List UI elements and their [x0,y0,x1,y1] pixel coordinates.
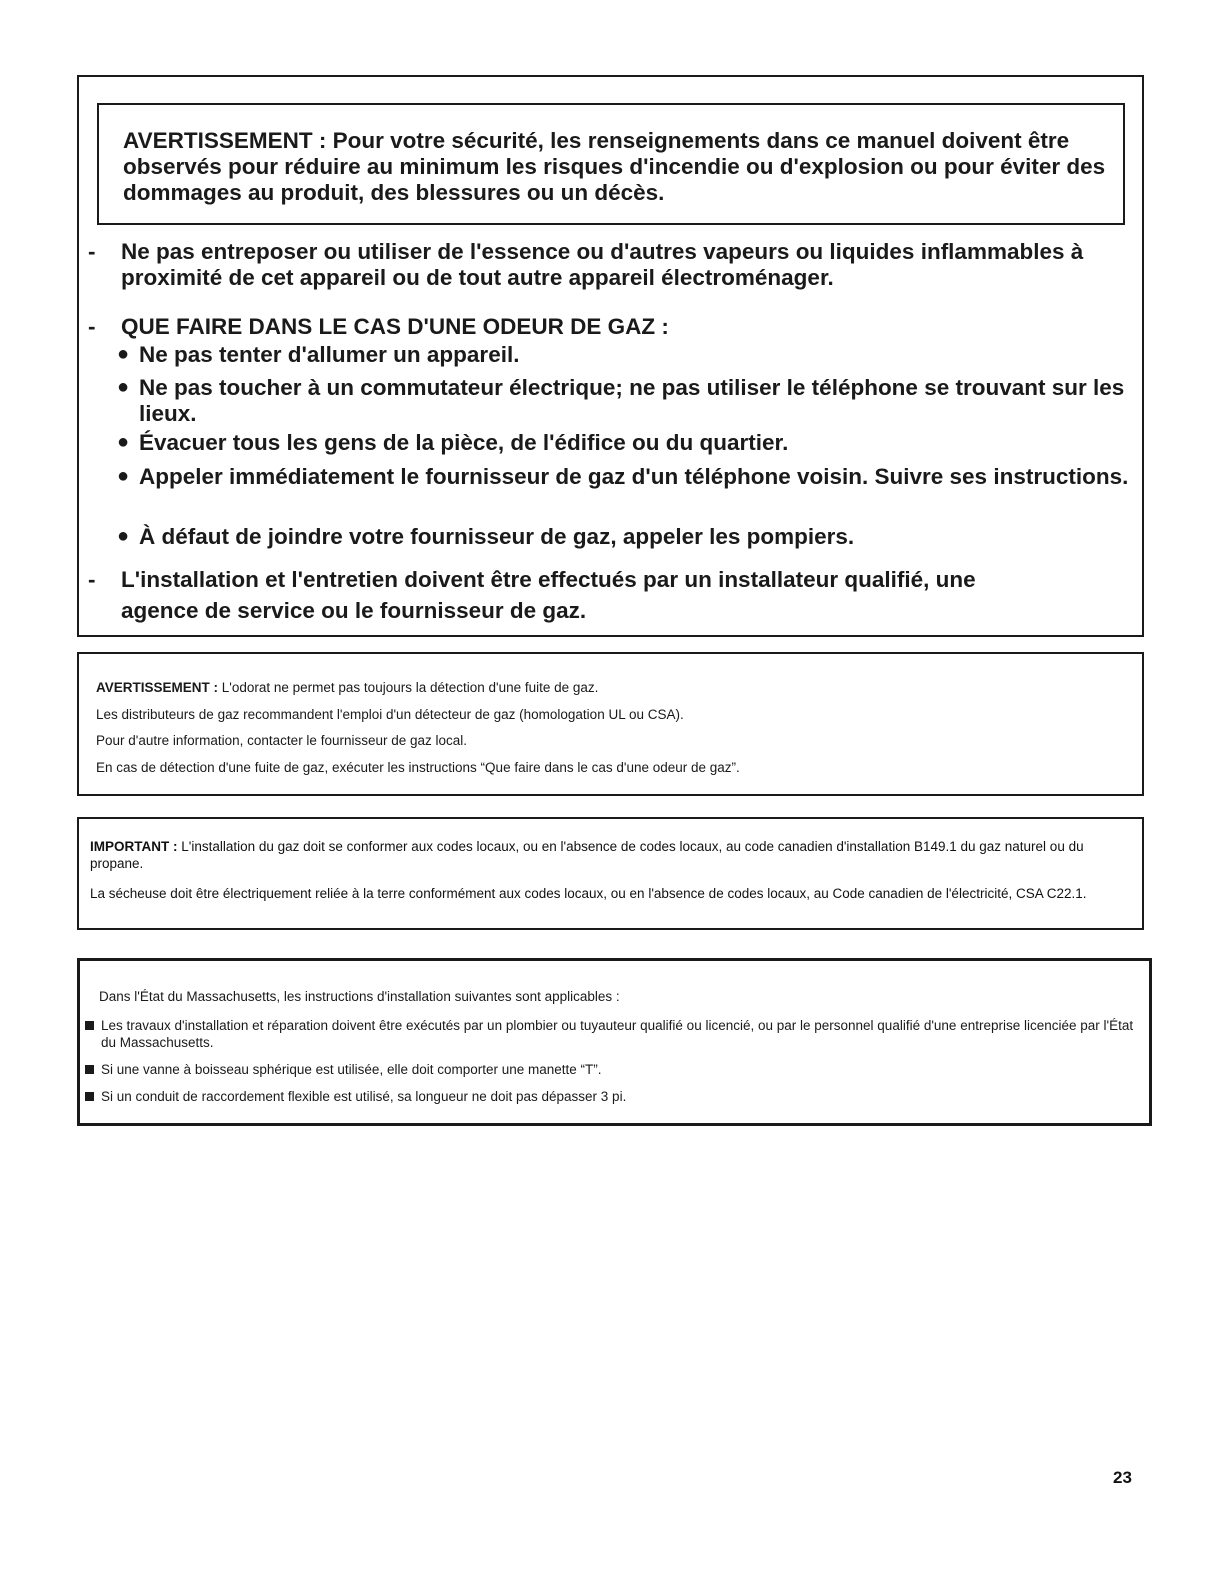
massachusetts-intro: Dans l'État du Massachusetts, les instructions d'installation suivantes sont applicables : [99,989,620,1004]
list-item-text: Évacuer tous les gens de la pièce, de l'édifice ou du quartier. [139,430,789,455]
important-gas-code-text: L'installation du gaz doit se conformer aux codes locaux, ou en l'absence de codes locaux, au code canadien d'installation B149.1 du gaz naturel ou du propane. [90,839,1084,871]
odor-warning-line [96,679,598,696]
bullet-icon: ● [117,525,130,547]
page-number: 23 [1113,1468,1132,1487]
massachusetts-box [77,958,1152,1126]
gas-odor-heading [88,314,1161,340]
square-bullet-icon [85,1021,94,1030]
odor-warning-box [77,652,1144,796]
warning-header-box [97,103,1125,225]
qualified-installer-line2: agence de service ou le fournisseur de gaz. [121,598,587,623]
square-bullet-icon [85,1092,94,1101]
bullet-icon: ● [117,343,130,365]
square-bullet-icon [85,1065,94,1074]
instruction-no-flammables [88,239,1161,291]
list-item-text: Appeler immédiatement le fournisseur de gaz d'un téléphone voisin. Suivre ses instructions. [139,464,1129,489]
list-item [117,464,1139,490]
warning-label: AVERTISSEMENT : [96,680,219,695]
odor-detection-line: En cas de détection d'une fuite de gaz, exécuter les instructions “Que faire dans le cas d'une odeur de gaz”. [96,760,740,775]
main-warning-text: AVERTISSEMENT : Pour votre sécurité, les renseignements dans ce manuel doivent être observés pour réduire au minimum les risques d'incendie ou d'explosion ou pour éviter des dommages au produit, des blessures ou un décès. [123,128,1106,205]
dash-marker: - [88,567,96,592]
list-item-text: Si un conduit de raccordement flexible est utilisé, sa longueur ne doit pas dépasser 3 pi. [101,1089,627,1104]
list-item-text: À défaut de joindre votre fournisseur de gaz, appeler les pompiers. [139,524,855,549]
list-item-text: Ne pas toucher à un commutateur électrique; ne pas utiliser le téléphone se trouvant sur les lieux. [139,375,1125,426]
gas-odor-heading-text: QUE FAIRE DANS LE CAS D'UNE ODEUR DE GAZ : [121,314,669,339]
qualified-installer-line1: L'installation et l'entretien doivent être effectués par un installateur qualifié, une [121,567,976,592]
important-gas-code [90,838,1135,872]
list-item [84,1061,1141,1078]
bullet-icon: ● [117,376,130,398]
dash-marker: - [88,314,96,339]
odor-detector-line: Les distributeurs de gaz recommandent l'emploi d'un détecteur de gaz (homologation UL ou CSA). [96,707,684,722]
bullet-icon: ● [117,465,130,487]
bullet-icon: ● [117,431,130,453]
list-item-text: Si une vanne à boisseau sphérique est utilisée, elle doit comporter une manette “T”. [101,1062,602,1077]
list-item [117,524,1139,550]
list-item [84,1017,1141,1051]
dash-marker: - [88,239,96,264]
list-item [117,430,1139,456]
list-item [84,1088,1141,1105]
odor-contact-line: Pour d'autre information, contacter le fournisseur de gaz local. [96,733,468,748]
important-label: IMPORTANT : [90,839,178,854]
important-grounding: La sécheuse doit être électriquement reliée à la terre conformément aux codes locaux, ou en l'absence de codes locaux, au Code canadien de l'électricité, CSA C22.1. [90,886,1087,901]
list-item-text: Les travaux d'installation et réparation doivent être exécutés par un plombier ou tuyauteur qualifié ou licencié, ou par le personnel qualifié d'une entreprise licenciée par l'État du Massachusetts. [101,1018,1134,1050]
list-item [117,342,1139,368]
important-box [77,817,1144,930]
list-item-text: Ne pas tenter d'allumer un appareil. [139,342,520,367]
safety-warning-box [77,75,1144,637]
instruction-no-flammables-text: Ne pas entreposer ou utiliser de l'essence ou d'autres vapeurs ou liquides inflammables à proximité de cet appareil ou de tout autre appareil électroménager. [121,239,1084,290]
instruction-qualified-installer [88,567,1161,624]
list-item [117,375,1139,427]
odor-line-text: L'odorat ne permet pas toujours la détection d'une fuite de gaz. [218,680,599,695]
